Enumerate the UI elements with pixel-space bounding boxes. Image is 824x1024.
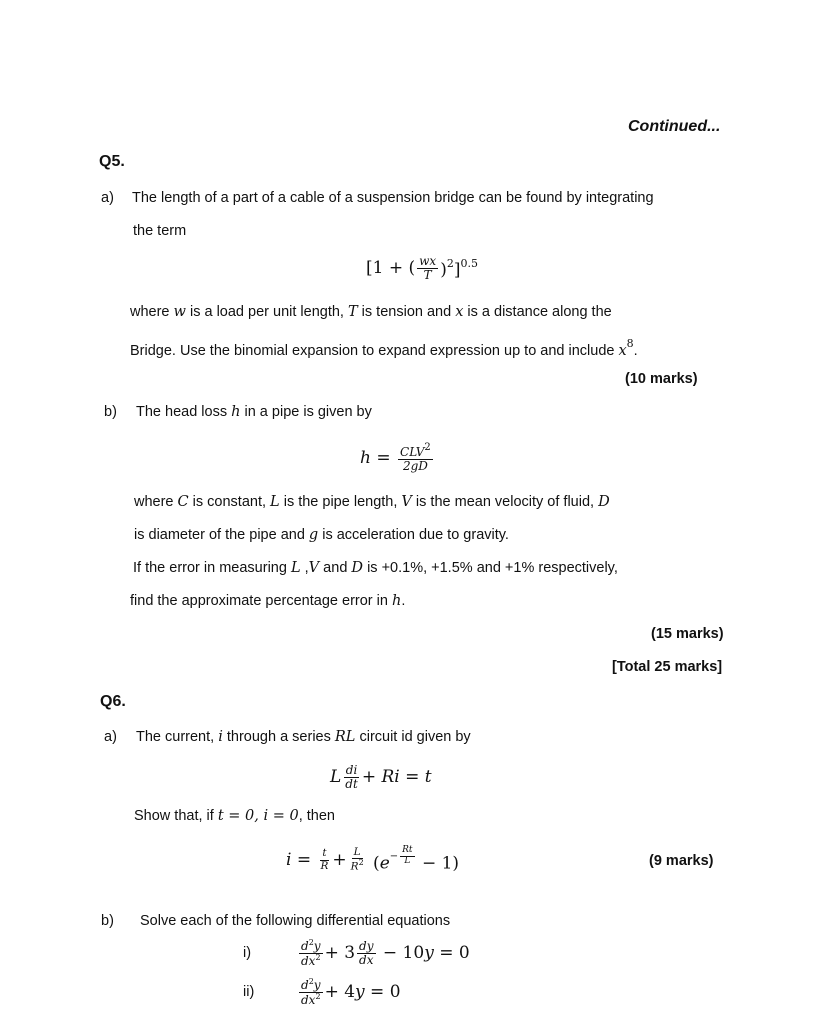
q5b-find-line: find the approximate percentage error in h.	[130, 593, 406, 609]
q5b-marks: (15 marks)	[651, 626, 724, 642]
q6b-eq1: $\frac{d^2y}{dx^2}$ + 3 $\frac{dy}{dx}$ − 10y = 0	[301, 937, 470, 968]
q6a-show-line: Show that, if t = 0, i = 0, then	[134, 808, 335, 824]
q5a-formula: [1 + ( $\frac{wx}{T}$ )$^2$]$^{0.5}$	[366, 253, 478, 282]
q5b-error-line: If the error in measuring L ,V and D is +0.1%, +1.5% and +1% respectively,	[133, 560, 618, 576]
q5b-intro: The head loss h in a pipe is given by	[136, 404, 372, 420]
q5a-line1: The length of a part of a cable of a suspension bridge can be found by integrating	[132, 190, 654, 206]
q6a-label: a)	[104, 729, 117, 745]
q6a-result-formula: i = $\frac{t}{R}$ + $\frac{L}{R^2}$ ($e^{- \frac{Rt}{L}}$ − 1)	[286, 845, 460, 874]
q5b-label: b)	[104, 404, 117, 420]
q5a-marks: (10 marks)	[625, 371, 698, 387]
q6b-label: b)	[101, 913, 114, 929]
q5b-where-line1: where C is constant, L is the pipe length, V is the mean velocity of fluid, D	[134, 494, 610, 510]
question-5-heading: Q5.	[99, 153, 125, 170]
q5b-formula: h = $\frac{CLV^2}{2gD}$	[360, 442, 431, 473]
q5a-line2: the term	[133, 223, 187, 239]
q5a-desc-line1: where w is a load per unit length, T is tension and x is a distance along the	[130, 304, 612, 320]
q6b-intro: Solve each of the following differential equations	[140, 913, 451, 929]
q6b-eq2-label-text: ii)	[243, 984, 255, 1000]
question-6-heading: Q6.	[100, 693, 126, 710]
continued-label: Continued...	[628, 118, 721, 135]
q6b-eq2: $\frac{d^2y}{dx^2}$ + 4y = 0	[301, 976, 401, 1007]
q5-total-marks: [Total 25 marks]	[612, 659, 723, 675]
q5b-where-line2: is diameter of the pipe and g is acceleration due to gravity.	[134, 527, 509, 543]
q6a-intro: The current, i through a series RL circuit id given by	[136, 729, 471, 745]
q6b-eq1-label: i)	[243, 945, 252, 961]
q6a-formula: L $\frac{di}{dt}$ + Ri = t	[330, 762, 432, 791]
q6a-marks: (9 marks)	[649, 853, 714, 869]
q5a-desc-line2: Bridge. Use the binomial expansion to expand expression up to and include $x^8$.	[130, 337, 638, 359]
q5a-label: a)	[101, 190, 114, 206]
